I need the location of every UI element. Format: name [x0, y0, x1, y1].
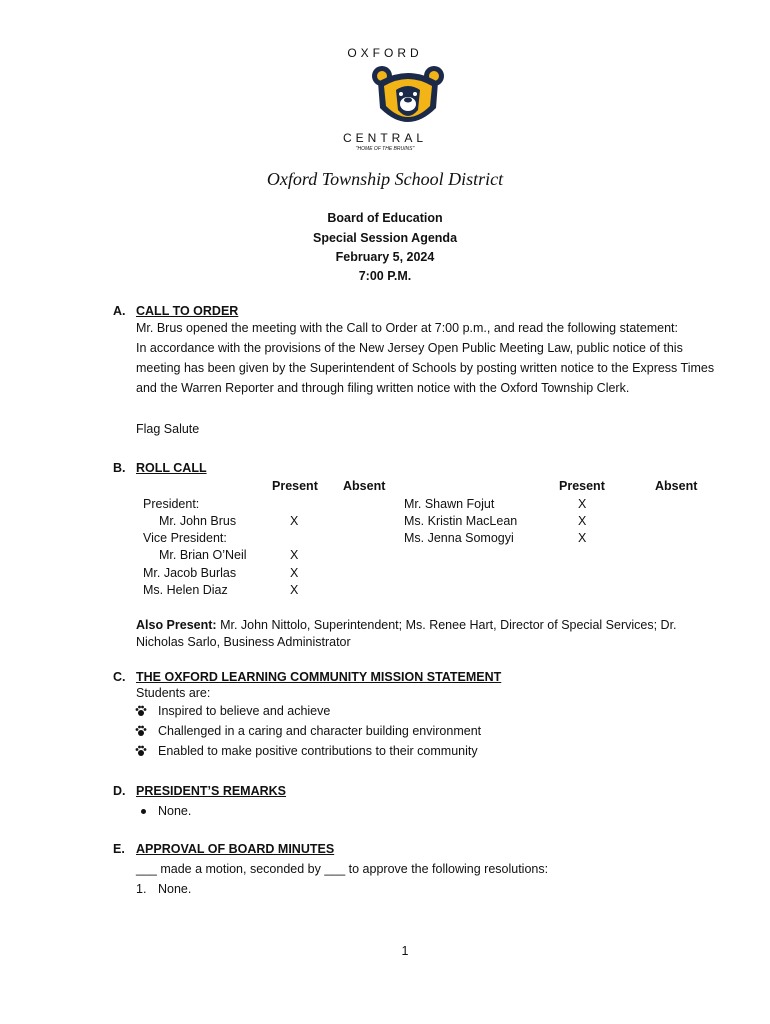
roll-left-present-3: X [290, 548, 299, 562]
col-header-present-left: Present [272, 479, 318, 493]
roll-left-name-1: Mr. John Brus [159, 514, 237, 528]
paw-icon [135, 725, 147, 737]
logo-top-word: OXFORD [347, 46, 423, 60]
col-header-present-right: Present [559, 479, 605, 493]
section-c-title: THE OXFORD LEARNING COMMUNITY MISSION STATEMENT [136, 670, 502, 684]
president-remarks-item: None. [158, 804, 192, 818]
paw-icon [135, 745, 147, 757]
logo-bottom-word: CENTRAL [342, 131, 427, 145]
minutes-item-number: 1. [136, 882, 147, 896]
section-d-letter: D. [113, 784, 126, 798]
flag-salute: Flag Salute [136, 422, 200, 436]
section-b-title: ROLL CALL [136, 461, 207, 475]
bear-logo-icon [370, 64, 446, 134]
heading-line-3: February 5, 2024 [335, 250, 435, 264]
roll-left-present-1: X [290, 514, 299, 528]
minutes-item-text: None. [158, 882, 192, 896]
roll-right-name-1: Ms. Kristin MacLean [404, 514, 518, 528]
page-number: 1 [401, 944, 409, 958]
section-c-letter: C. [113, 670, 126, 684]
section-b-letter: B. [113, 461, 126, 475]
heading-line-2: Special Session Agenda [312, 231, 458, 245]
roll-left-name-3: Mr. Brian O’Neil [159, 548, 247, 562]
col-header-absent-right: Absent [655, 479, 698, 493]
section-a-title: CALL TO ORDER [136, 304, 239, 318]
roll-right-name-0: Mr. Shawn Fojut [404, 497, 495, 511]
district-name: Oxford Township School District [266, 169, 504, 189]
section-a-line-2: In accordance with the provisions of the New Jersey Open Public Meeting Law, public notice of this [136, 341, 683, 355]
heading-line-4: 7:00 P.M. [358, 269, 412, 283]
paw-icon [135, 705, 147, 717]
mission-bullet-1: Inspired to believe and achieve [158, 704, 331, 718]
section-a-line-3: meeting has been given by the Superintendent of Schools by posting written notice to the Express Times [136, 361, 715, 375]
logo-tagline: "HOME OF THE BRUINS" [355, 146, 415, 152]
section-e-title: APPROVAL OF BOARD MINUTES [136, 842, 335, 856]
bullet-dot-icon [141, 809, 146, 814]
heading-line-1: Board of Education [327, 211, 443, 225]
also-present-line-2: Nicholas Sarlo, Business Administrator [136, 635, 351, 649]
section-e-letter: E. [113, 842, 125, 856]
roll-left-name-4: Mr. Jacob Burlas [143, 566, 237, 580]
roll-left-name-2: Vice President: [143, 531, 227, 545]
roll-left-present-5: X [290, 583, 299, 597]
col-header-absent-left: Absent [343, 479, 386, 493]
section-d-title: PRESIDENT’S REMARKS [136, 784, 287, 798]
section-a-letter: A. [113, 304, 126, 318]
roll-right-present-0: X [578, 497, 587, 511]
roll-right-present-2: X [578, 531, 587, 545]
also-present-label: Also Present: [136, 618, 217, 632]
roll-left-present-4: X [290, 566, 299, 580]
roll-left-name-0: President: [143, 497, 200, 511]
roll-left-name-5: Ms. Helen Diaz [143, 583, 228, 597]
minutes-motion: ___ made a motion, seconded by ___ to approve the following resolutions: [136, 862, 549, 876]
also-present-line-1 [136, 617, 677, 634]
section-a-line-1: Mr. Brus opened the meeting with the Call to Order at 7:00 p.m., and read the following statement: [136, 321, 678, 335]
roll-right-present-1: X [578, 514, 587, 528]
section-a-line-4: and the Warren Reporter and through filing written notice with the Oxford Township Clerk. [136, 381, 630, 395]
mission-bullet-2: Challenged in a caring and character building environment [158, 724, 482, 738]
roll-right-name-2: Ms. Jenna Somogyi [404, 531, 514, 545]
mission-intro: Students are: [136, 686, 211, 700]
mission-bullet-3: Enabled to make positive contributions to their community [158, 744, 478, 758]
also-present-text-1: Mr. John Nittolo, Superintendent; Ms. Renee Hart, Director of Special Services; Dr. [216, 618, 677, 632]
